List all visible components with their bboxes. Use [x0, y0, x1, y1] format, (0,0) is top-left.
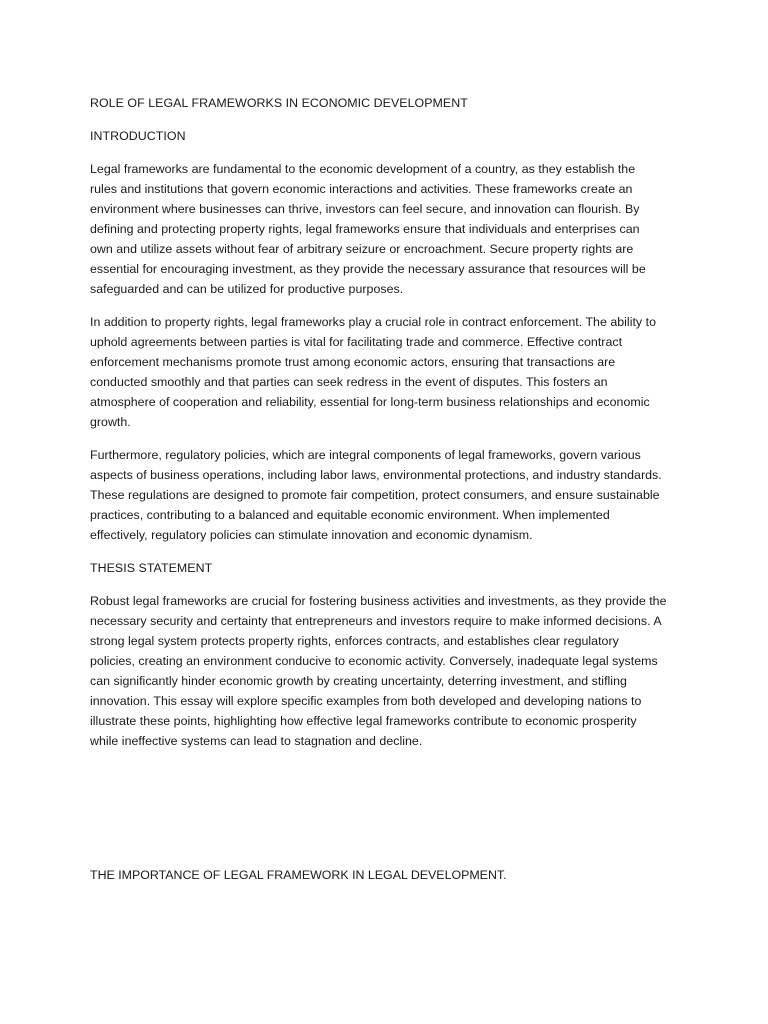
- paragraph-contract-enforcement: [90, 312, 682, 432]
- paragraph-line: policies, creating an environment conducive to economic activity. Conversely, inadequate legal systems: [90, 654, 658, 668]
- paragraph-property-rights: [90, 159, 682, 299]
- thesis-heading: THESIS STATEMENT: [90, 561, 213, 575]
- paragraph-line: essential for encouraging investment, as they provide the necessary assurance that resources will be: [90, 262, 646, 276]
- paragraph-line: Furthermore, regulatory policies, which are integral components of legal frameworks, govern various: [90, 448, 641, 462]
- paragraph-line: environment where businesses can thrive, investors can feel secure, and innovation can flourish. By: [90, 202, 640, 216]
- document-page: [90, 93, 682, 764]
- paragraph-line: conducted smoothly and that parties can seek redress in the event of disputes. This fosters an: [90, 375, 608, 389]
- document-title: ROLE OF LEGAL FRAMEWORKS IN ECONOMIC DEVELOPMENT: [90, 96, 468, 110]
- paragraph-thesis: [90, 591, 682, 751]
- section-heading: THE IMPORTANCE OF LEGAL FRAMEWORK IN LEGAL DEVELOPMENT.: [90, 868, 507, 882]
- paragraph-line: while ineffective systems can lead to stagnation and decline.: [90, 734, 423, 748]
- paragraph-line: rules and institutions that govern economic interactions and activities. These frameworks create an: [90, 182, 633, 196]
- paragraph-line: defining and protecting property rights, legal frameworks ensure that individuals and enterprises can: [90, 222, 640, 236]
- paragraph-line: innovation. This essay will explore specific examples from both developed and developing nations to: [90, 694, 642, 708]
- paragraph-line: effectively, regulatory policies can stimulate innovation and economic dynamism.: [90, 528, 533, 542]
- paragraph-line: uphold agreements between parties is vital for facilitating trade and commerce. Effective contract: [90, 335, 623, 349]
- paragraph-line: own and utilize assets without fear of arbitrary seizure or encroachment. Secure property rights are: [90, 242, 634, 256]
- paragraph-line: aspects of business operations, including labor laws, environmental protections, and industry standards.: [90, 468, 662, 482]
- paragraph-line: In addition to property rights, legal frameworks play a crucial role in contract enforcement. The ability to: [90, 315, 656, 329]
- paragraph-line: growth.: [90, 415, 131, 429]
- paragraph-line: strong legal system protects property rights, enforces contracts, and establishes clear regulatory: [90, 634, 619, 648]
- paragraph-line: atmosphere of cooperation and reliability, essential for long-term business relationships and economic: [90, 395, 650, 409]
- paragraph-line: enforcement mechanisms promote trust among economic actors, ensuring that transactions are: [90, 355, 616, 369]
- paragraph-line: Legal frameworks are fundamental to the economic development of a country, as they establish the: [90, 162, 636, 176]
- paragraph-line: Robust legal frameworks are crucial for fostering business activities and investments, as they provide the: [90, 594, 667, 608]
- paragraph-line: illustrate these points, highlighting how effective legal frameworks contribute to economic prosperity: [90, 714, 637, 728]
- paragraph-line: can significantly hinder economic growth by creating uncertainty, deterring investment, and stifling: [90, 674, 627, 688]
- paragraph-line: practices, contributing to a balanced and equitable economic environment. When implemented: [90, 508, 610, 522]
- paragraph-line: These regulations are designed to promote fair competition, protect consumers, and ensure sustainable: [90, 488, 660, 502]
- introduction-heading: INTRODUCTION: [90, 129, 186, 143]
- paragraph-regulatory-policies: [90, 445, 682, 545]
- paragraph-line: necessary security and certainty that entrepreneurs and investors require to make informed decisions. A: [90, 614, 662, 628]
- paragraph-line: safeguarded and can be utilized for productive purposes.: [90, 282, 404, 296]
